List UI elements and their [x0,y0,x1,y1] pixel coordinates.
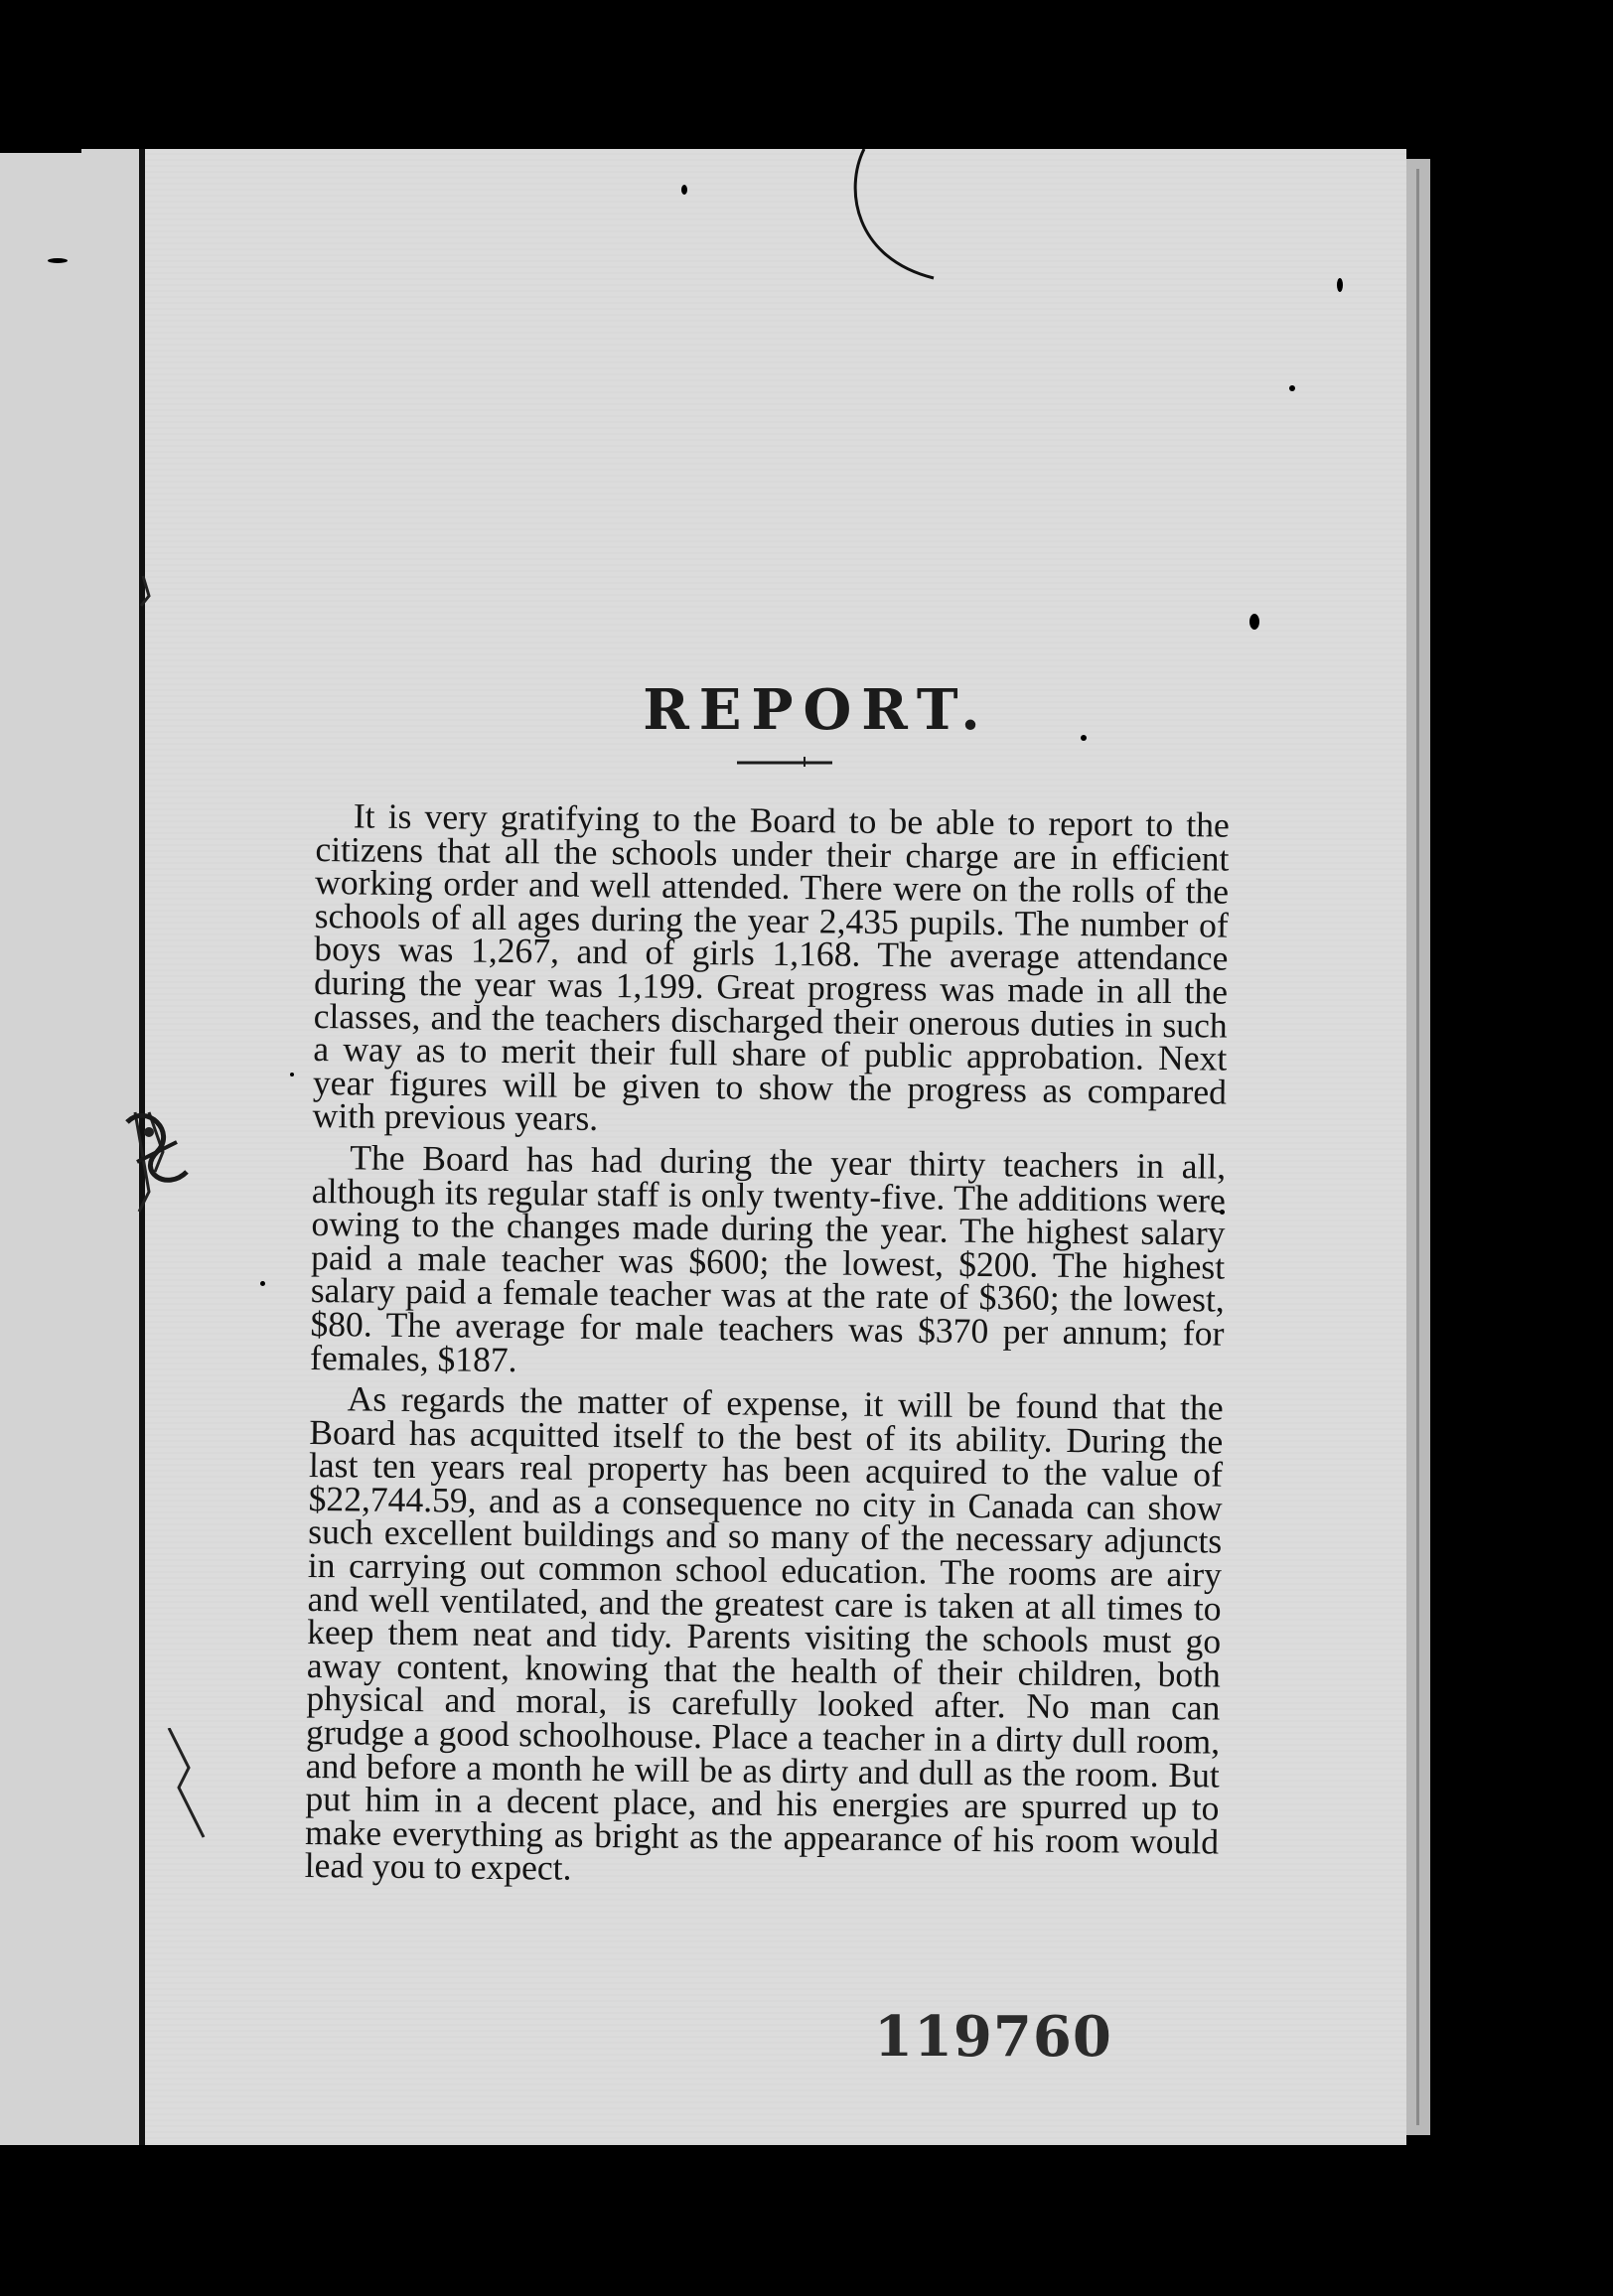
binding-knot-mark [117,1102,197,1212]
ink-speck [1337,278,1343,292]
ink-speck [260,1281,265,1286]
report-body [304,795,1230,1901]
paragraph-teachers: The Board has had during the year thirty teachers in all, although its regular staff is only twenty-five. The additions were owing to the changes made during the year. The highest salary paid a male teacher was $600; the lowest, $200. The highest salary paid a female teacher was at the rate of $360; the lowest, $80. The average for male teachers was $370 per annum; for females, $187. [309,1137,1227,1379]
ink-speck [1289,385,1295,391]
page-edge-shadow [1416,169,1419,2125]
ink-speck [290,1073,294,1076]
catalog-stamp-number: 119760 [874,2004,1112,2070]
ink-speck [48,258,68,263]
pencil-curve-mark [844,149,983,288]
heading-rule [737,755,836,769]
ink-speck [681,185,687,195]
paragraph-expense: As regards the matter of expense, it will be found that the Board has acquitted itself to the best of its ability. During the last ten years real property has been acquired to the value of $22,744.59, and as a consequence no city in Canada can show such excellent buildings and so many of the necessary adjuncts in carrying out common school education. The rooms are airy and well ventilated, and the greatest care is taken at all times to keep them neat and tidy. Parents visiting the schools must go away content, knowing that the health of their children, both physical and moral, is carefully looked after. No man can grudge a good schoolhouse. Place a teacher in a dirty dull room, and before a month he will be as dirty and dull as the room. But put him in a decent place, and his energies are spurred up to make everything as bright as the appearance of his room would lead you to expect. [304,1378,1224,1889]
ink-speck [1249,614,1259,630]
paragraph-enrolment: It is very gratifying to the Board to be able to report to the citizens that all the schools under their charge are in efficient working order and well attended. There were on the rolls of the schools of all ages during the year 2,435 pupils. The number of boys was 1,267, and of girls 1,168. The average attendance during the year was 1,199. Great progress was made in all the classes, and the teachers discharged their onerous duties in such a way as to merit their full share of public approbation. Next year figures will be given to show the progress as compared with previous years. [312,795,1230,1139]
binding-scratch-mark [159,1728,219,1857]
binding-notch [0,141,81,153]
report-heading: REPORT. [643,677,990,743]
